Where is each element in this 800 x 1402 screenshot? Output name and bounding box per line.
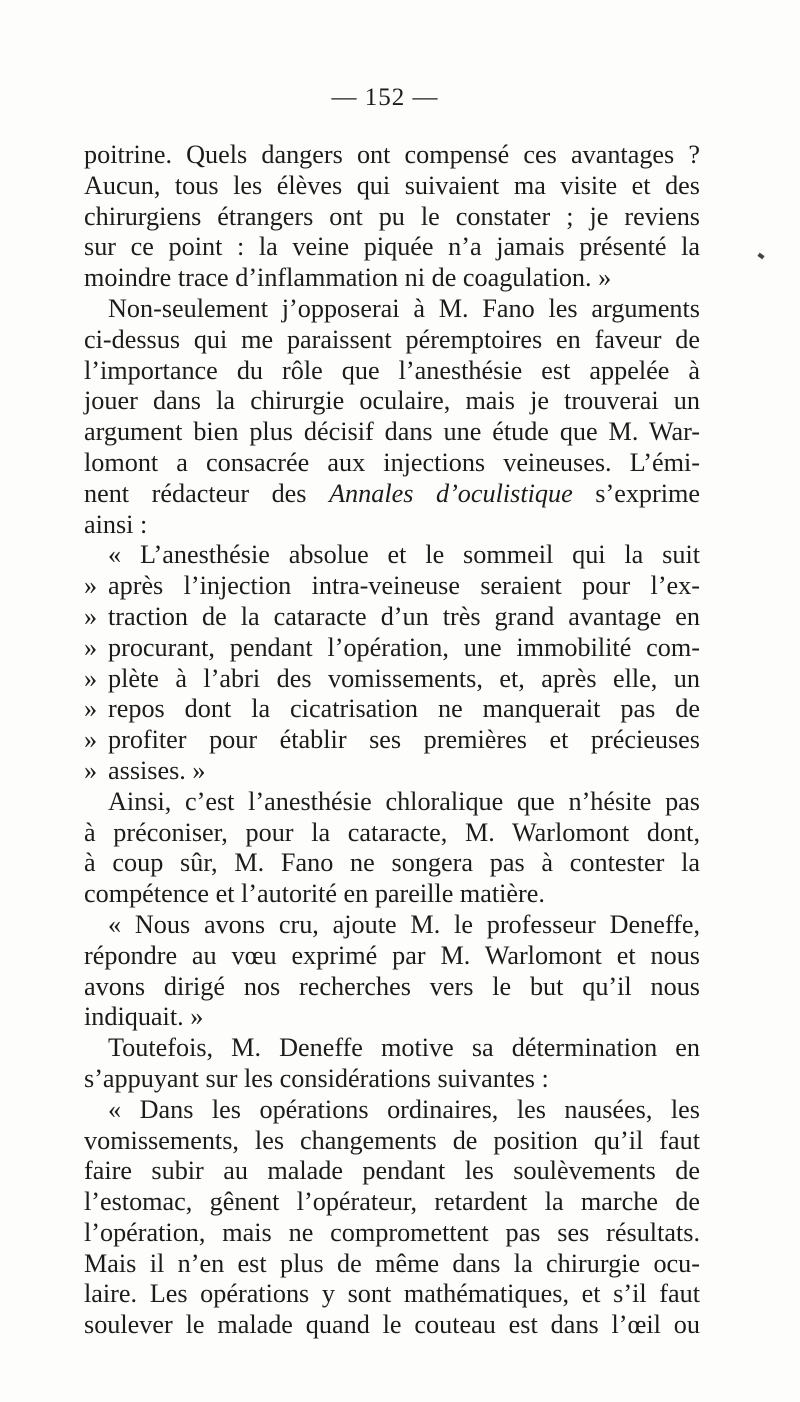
text-line: faire subir au malade pendant les soulèvements de <box>84 1156 700 1186</box>
text-line: Mais il n’en est plus de même dans la chirurgie ocu- <box>84 1248 700 1278</box>
text-fragment: nent rédacteur des <box>84 478 307 508</box>
text-line: « Dans les opérations ordinaires, les nausées, les <box>108 1094 700 1124</box>
quote-mark: » <box>84 755 98 785</box>
text-line: à préconiser, pour la cataracte, M. Warlomont dont, <box>84 817 700 847</box>
text-line: ci-dessus qui me paraissent péremptoires en faveur de <box>84 324 700 354</box>
quote-text: procurant, pendant l’opération, une immobilité com- <box>108 632 700 662</box>
text-line: répondre au vœu exprimé par M. Warlomont et nous <box>84 940 700 970</box>
text-line: sur ce point : la veine piquée n’a jamais présenté la <box>84 232 700 262</box>
quote-mark: » <box>84 694 98 724</box>
quote-line: « L’anesthésie absolue et le sommeil qui la suit <box>108 540 700 570</box>
journal-title: Annales d’oculistique <box>329 478 573 508</box>
text-line: avons dirigé nos recherches vers le but qu’il nous <box>84 971 700 1001</box>
text-line: jouer dans la chirurgie oculaire, mais je trouverai un <box>84 386 700 416</box>
stray-ink-mark <box>757 253 764 260</box>
quote-line <box>84 571 700 602</box>
quote-text: après l’injection intra-veineuse seraient pour l’ex- <box>108 571 700 601</box>
quote-mark: » <box>84 601 98 631</box>
body-text <box>84 140 700 1341</box>
text-line: vomissements, les changements de position qu’il faut <box>84 1125 700 1155</box>
quote-mark: » <box>84 632 98 662</box>
text-line: indiquait. » <box>84 1002 204 1032</box>
text-line: s’appuyant sur les considérations suivantes : <box>84 1063 549 1093</box>
quote-mark: » <box>84 663 98 693</box>
text-line: poitrine. Quels dangers ont compensé ces avantages ? <box>84 140 700 169</box>
text-line: à coup sûr, M. Fano ne songera pas à contester la <box>84 848 700 878</box>
quote-text: profiter pour établir ses premières et précieuses <box>108 725 700 755</box>
quote-line <box>84 694 700 725</box>
quote-text: assises. » <box>108 755 206 785</box>
quote-text: plète à l’abri des vomissements, et, après elle, un <box>108 663 700 693</box>
text-line: laire. Les opérations y sont mathématiques, et s’il faut <box>84 1279 700 1309</box>
quote-line <box>84 602 700 633</box>
quote-line <box>84 664 700 695</box>
text-line: lomont a consacrée aux injections veineuses. L’émi- <box>84 447 700 477</box>
quote-line <box>84 633 700 664</box>
text-line: Non-seulement j’opposerai à M. Fano les arguments <box>108 293 700 323</box>
text-line: ainsi : <box>84 509 148 539</box>
quote-line <box>84 725 700 756</box>
quote-text: repos dont la cicatrisation ne manquerait pas de <box>108 694 700 724</box>
text-line: soulever le malade quand le couteau est dans l’œil ou <box>84 1310 700 1340</box>
quote-text: traction de la cataracte d’un très grand avantage en <box>108 601 700 631</box>
text-fragment: s’exprime <box>595 478 700 508</box>
text-line: argument bien plus décisif dans une étude que M. War- <box>84 417 700 447</box>
quote-line <box>84 756 700 787</box>
text-line: compétence et l’autorité en pareille matière. <box>84 879 545 909</box>
text-line: « Nous avons cru, ajoute M. le professeur Deneffe, <box>108 909 700 939</box>
text-line: Ainsi, c’est l’anesthésie chloralique que n’hésite pas <box>108 786 700 816</box>
text-line: chirurgiens étrangers ont pu le constater ; je reviens <box>84 201 700 231</box>
text-line: l’importance du rôle que l’anesthésie est appelée à <box>84 355 700 385</box>
text-line: l’opération, mais ne compromettent pas ses résultats. <box>84 1217 700 1247</box>
text-line: Aucun, tous les élèves qui suivaient ma visite et des <box>84 170 700 200</box>
text-line: moindre trace d’inflammation ni de coagulation. » <box>84 263 612 293</box>
text-line: Toutefois, M. Deneffe motive sa détermination en <box>108 1033 700 1063</box>
quote-mark: » <box>84 571 98 601</box>
quote-mark: » <box>84 725 98 755</box>
text-line <box>84 479 700 510</box>
text-line: l’estomac, gênent l’opérateur, retardent la marche de <box>84 1187 700 1217</box>
page-number: — 152 — <box>331 84 439 111</box>
